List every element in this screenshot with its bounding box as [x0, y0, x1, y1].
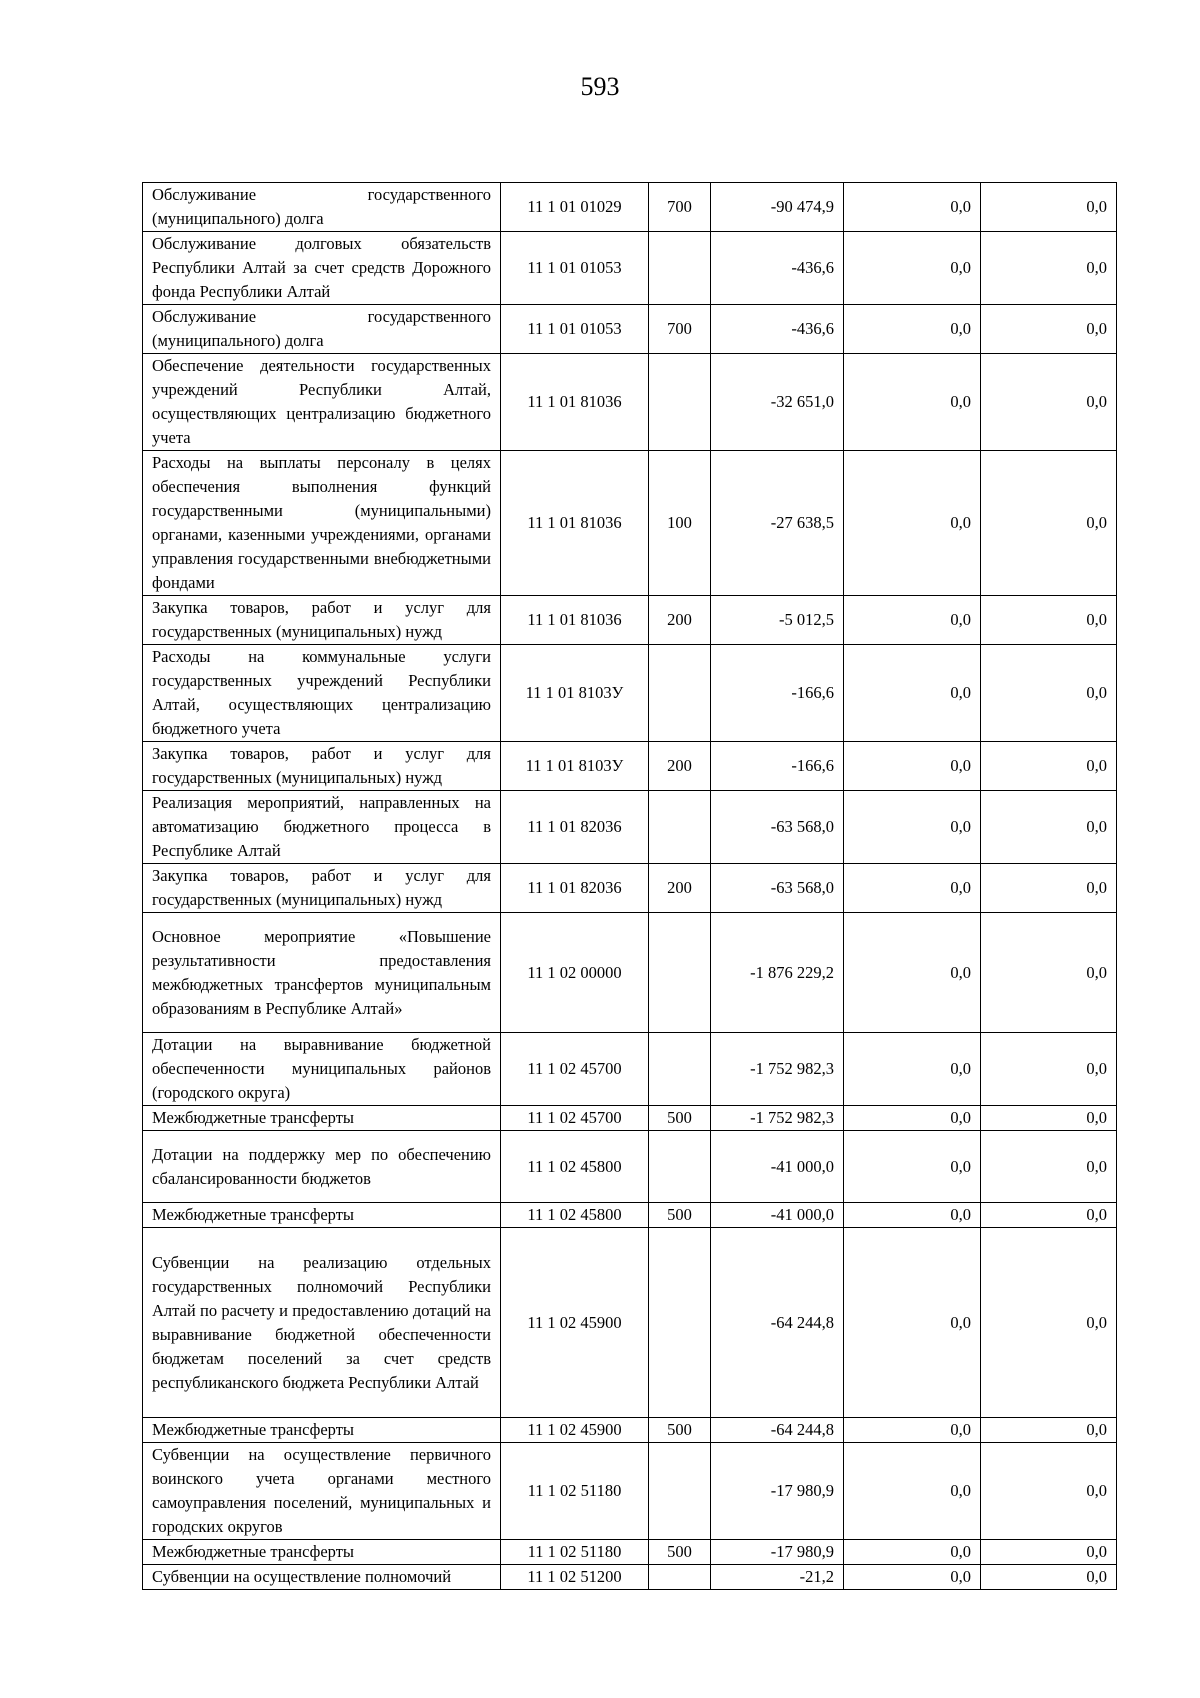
- amount-1-cell: -166,6: [711, 645, 844, 742]
- amount-2-cell: 0,0: [844, 1131, 981, 1203]
- expense-name-cell: Дотации на поддержку мер по обеспечению сбалансированности бюджетов: [143, 1131, 501, 1203]
- amount-1-cell: -436,6: [711, 232, 844, 305]
- page-number: 593: [580, 72, 620, 101]
- table-row: [143, 1443, 1117, 1540]
- budget-table: [142, 182, 1117, 1590]
- expense-name-cell: Расходы на выплаты персоналу в целях обеспечения выполнения функций государственными (муниципальными) органами, казенными учреждениями, органами управления государственными внебюджетными фондами: [143, 451, 501, 596]
- expense-name-cell: Субвенции на реализацию отдельных государственных полномочий Республики Алтай по расчету и предоставлению дотаций на выравнивание бюджетной обеспеченности бюджетам поселений за счет средств республиканского бюджета Республики Алтай: [143, 1228, 501, 1418]
- amount-1-cell: -17 980,9: [711, 1443, 844, 1540]
- amount-3-cell: 0,0: [981, 1131, 1117, 1203]
- target-code-cell: 11 1 02 45700: [501, 1106, 649, 1131]
- amount-1-cell: -27 638,5: [711, 451, 844, 596]
- amount-3-cell: 0,0: [981, 791, 1117, 864]
- expense-name-cell: Закупка товаров, работ и услуг для государственных (муниципальных) нужд: [143, 742, 501, 791]
- target-code-cell: 11 1 01 81036: [501, 354, 649, 451]
- amount-3-cell: 0,0: [981, 1565, 1117, 1590]
- amount-2-cell: 0,0: [844, 1418, 981, 1443]
- table-row: [143, 183, 1117, 232]
- target-code-cell: 11 1 02 51180: [501, 1443, 649, 1540]
- expense-type-cell: [649, 1443, 711, 1540]
- amount-2-cell: 0,0: [844, 1565, 981, 1590]
- target-code-cell: 11 1 01 01053: [501, 305, 649, 354]
- amount-3-cell: 0,0: [981, 1540, 1117, 1565]
- amount-1-cell: -64 244,8: [711, 1228, 844, 1418]
- expense-name-cell: Реализация мероприятий, направленных на автоматизацию бюджетного процесса в Республике Алтай: [143, 791, 501, 864]
- target-code-cell: 11 1 02 00000: [501, 913, 649, 1033]
- target-code-cell: 11 1 02 51180: [501, 1540, 649, 1565]
- amount-2-cell: 0,0: [844, 1033, 981, 1106]
- amount-3-cell: 0,0: [981, 1228, 1117, 1418]
- expense-name-cell: Межбюджетные трансферты: [143, 1540, 501, 1565]
- amount-2-cell: 0,0: [844, 1443, 981, 1540]
- amount-1-cell: -64 244,8: [711, 1418, 844, 1443]
- expense-type-cell: [649, 913, 711, 1033]
- amount-1-cell: -1 752 982,3: [711, 1106, 844, 1131]
- amount-1-cell: -17 980,9: [711, 1540, 844, 1565]
- expense-type-cell: 500: [649, 1540, 711, 1565]
- expense-name-cell: Основное мероприятие «Повышение результативности предоставления межбюджетных трансфертов муниципальным образованиям в Республике Алтай»: [143, 913, 501, 1033]
- expense-type-cell: [649, 1033, 711, 1106]
- amount-1-cell: -5 012,5: [711, 596, 844, 645]
- target-code-cell: 11 1 01 81036: [501, 451, 649, 596]
- amount-2-cell: 0,0: [844, 864, 981, 913]
- amount-1-cell: -436,6: [711, 305, 844, 354]
- target-code-cell: 11 1 01 81036: [501, 596, 649, 645]
- amount-2-cell: 0,0: [844, 1228, 981, 1418]
- amount-1-cell: -63 568,0: [711, 791, 844, 864]
- amount-2-cell: 0,0: [844, 645, 981, 742]
- amount-3-cell: 0,0: [981, 596, 1117, 645]
- table-row: [143, 913, 1117, 1033]
- amount-1-cell: -41 000,0: [711, 1131, 844, 1203]
- expense-name-cell: Субвенции на осуществление первичного воинского учета органами местного самоуправления поселений, муниципальных и городских округов: [143, 1443, 501, 1540]
- expense-type-cell: 200: [649, 742, 711, 791]
- amount-3-cell: 0,0: [981, 645, 1117, 742]
- table-row: [143, 1131, 1117, 1203]
- expense-type-cell: 500: [649, 1203, 711, 1228]
- table-row: [143, 645, 1117, 742]
- table-row: [143, 742, 1117, 791]
- expense-type-cell: [649, 1565, 711, 1590]
- expense-type-cell: 200: [649, 864, 711, 913]
- expense-name-cell: Межбюджетные трансферты: [143, 1106, 501, 1131]
- amount-2-cell: 0,0: [844, 596, 981, 645]
- table-row: [143, 1033, 1117, 1106]
- amount-2-cell: 0,0: [844, 1203, 981, 1228]
- budget-table-body: [143, 183, 1117, 1590]
- table-row: [143, 864, 1117, 913]
- amount-1-cell: -32 651,0: [711, 354, 844, 451]
- amount-1-cell: -63 568,0: [711, 864, 844, 913]
- table-row: [143, 1540, 1117, 1565]
- target-code-cell: 11 1 01 01053: [501, 232, 649, 305]
- amount-3-cell: 0,0: [981, 1443, 1117, 1540]
- amount-2-cell: 0,0: [844, 1106, 981, 1131]
- target-code-cell: 11 1 01 8103У: [501, 742, 649, 791]
- expense-name-cell: Обслуживание государственного (муниципального) долга: [143, 183, 501, 232]
- table-row: [143, 1228, 1117, 1418]
- amount-1-cell: -1 876 229,2: [711, 913, 844, 1033]
- amount-1-cell: -21,2: [711, 1565, 844, 1590]
- expense-name-cell: Межбюджетные трансферты: [143, 1418, 501, 1443]
- amount-3-cell: 0,0: [981, 232, 1117, 305]
- target-code-cell: 11 1 02 45900: [501, 1418, 649, 1443]
- amount-2-cell: 0,0: [844, 1540, 981, 1565]
- expense-name-cell: Обслуживание государственного (муниципального) долга: [143, 305, 501, 354]
- table-row: [143, 1565, 1117, 1590]
- amount-3-cell: 0,0: [981, 913, 1117, 1033]
- target-code-cell: 11 1 01 82036: [501, 791, 649, 864]
- amount-3-cell: 0,0: [981, 742, 1117, 791]
- amount-2-cell: 0,0: [844, 913, 981, 1033]
- target-code-cell: 11 1 02 51200: [501, 1565, 649, 1590]
- amount-1-cell: -166,6: [711, 742, 844, 791]
- expense-type-cell: [649, 232, 711, 305]
- amount-3-cell: 0,0: [981, 305, 1117, 354]
- expense-type-cell: 100: [649, 451, 711, 596]
- expense-name-cell: Субвенции на осуществление полномочий: [143, 1565, 501, 1590]
- expense-type-cell: [649, 1131, 711, 1203]
- expense-type-cell: [649, 354, 711, 451]
- table-row: [143, 1106, 1117, 1131]
- expense-type-cell: 700: [649, 183, 711, 232]
- table-row: [143, 451, 1117, 596]
- table-row: [143, 791, 1117, 864]
- amount-3-cell: 0,0: [981, 1106, 1117, 1131]
- expense-type-cell: 200: [649, 596, 711, 645]
- amount-2-cell: 0,0: [844, 742, 981, 791]
- table-row: [143, 305, 1117, 354]
- amount-3-cell: 0,0: [981, 864, 1117, 913]
- table-row: [143, 1203, 1117, 1228]
- table-row: [143, 1418, 1117, 1443]
- target-code-cell: 11 1 01 82036: [501, 864, 649, 913]
- amount-2-cell: 0,0: [844, 183, 981, 232]
- amount-1-cell: -90 474,9: [711, 183, 844, 232]
- target-code-cell: 11 1 01 8103У: [501, 645, 649, 742]
- amount-3-cell: 0,0: [981, 1418, 1117, 1443]
- expense-type-cell: 700: [649, 305, 711, 354]
- amount-2-cell: 0,0: [844, 354, 981, 451]
- expense-name-cell: Закупка товаров, работ и услуг для государственных (муниципальных) нужд: [143, 596, 501, 645]
- expense-name-cell: Закупка товаров, работ и услуг для государственных (муниципальных) нужд: [143, 864, 501, 913]
- amount-3-cell: 0,0: [981, 1203, 1117, 1228]
- amount-3-cell: 0,0: [981, 451, 1117, 596]
- amount-2-cell: 0,0: [844, 791, 981, 864]
- amount-2-cell: 0,0: [844, 232, 981, 305]
- expense-name-cell: Обеспечение деятельности государственных учреждений Республики Алтай, осуществляющих централизацию бюджетного учета: [143, 354, 501, 451]
- target-code-cell: 11 1 01 01029: [501, 183, 649, 232]
- target-code-cell: 11 1 02 45800: [501, 1203, 649, 1228]
- expense-type-cell: 500: [649, 1418, 711, 1443]
- amount-2-cell: 0,0: [844, 451, 981, 596]
- amount-2-cell: 0,0: [844, 305, 981, 354]
- amount-3-cell: 0,0: [981, 183, 1117, 232]
- table-row: [143, 232, 1117, 305]
- expense-type-cell: [649, 791, 711, 864]
- expense-name-cell: Обслуживание долговых обязательств Республики Алтай за счет средств Дорожного фонда Республики Алтай: [143, 232, 501, 305]
- target-code-cell: 11 1 02 45900: [501, 1228, 649, 1418]
- expense-type-cell: [649, 1228, 711, 1418]
- target-code-cell: 11 1 02 45700: [501, 1033, 649, 1106]
- table-row: [143, 354, 1117, 451]
- expense-type-cell: 500: [649, 1106, 711, 1131]
- amount-3-cell: 0,0: [981, 354, 1117, 451]
- amount-3-cell: 0,0: [981, 1033, 1117, 1106]
- table-row: [143, 596, 1117, 645]
- expense-name-cell: Межбюджетные трансферты: [143, 1203, 501, 1228]
- expense-name-cell: Расходы на коммунальные услуги государственных учреждений Республики Алтай, осуществляющих централизацию бюджетного учета: [143, 645, 501, 742]
- amount-1-cell: -1 752 982,3: [711, 1033, 844, 1106]
- amount-1-cell: -41 000,0: [711, 1203, 844, 1228]
- target-code-cell: 11 1 02 45800: [501, 1131, 649, 1203]
- expense-name-cell: Дотации на выравнивание бюджетной обеспеченности муниципальных районов (городского округа): [143, 1033, 501, 1106]
- expense-type-cell: [649, 645, 711, 742]
